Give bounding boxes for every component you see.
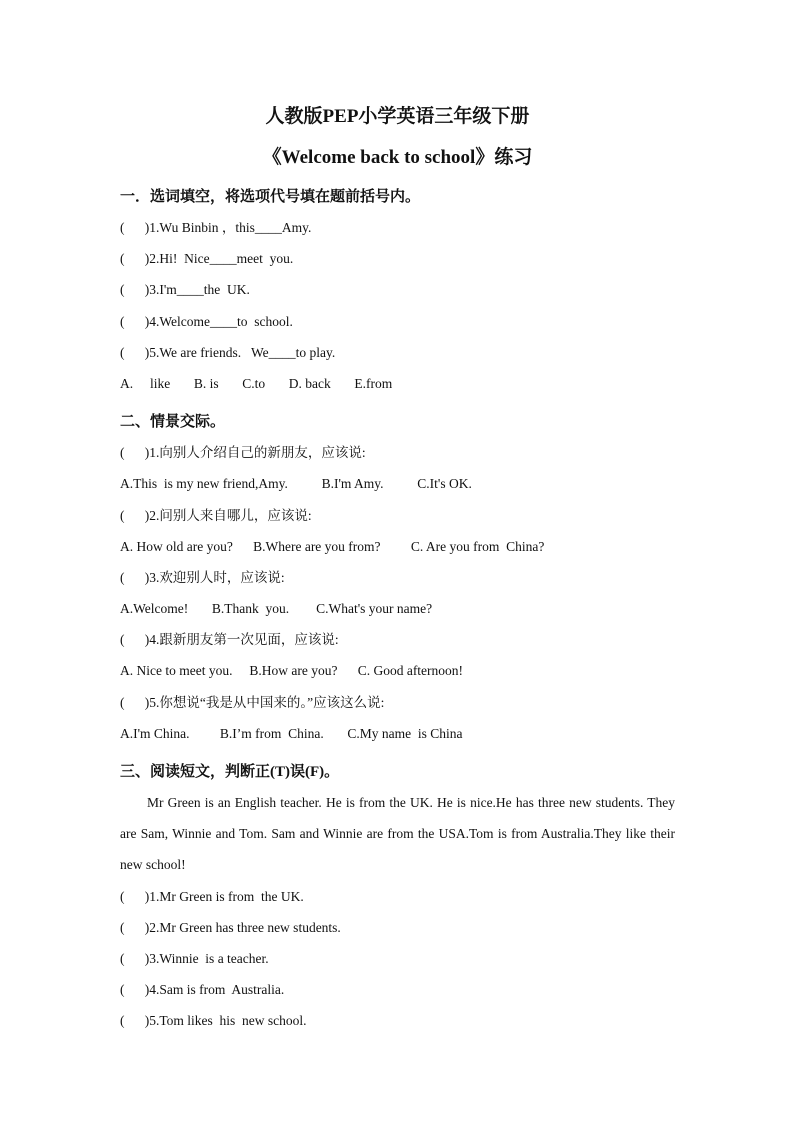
- worksheet: [120, 100, 675, 1037]
- section-2-heading: 二、情景交际。: [120, 414, 226, 431]
- question-2-1: ( )1.向别人介绍自己的新朋友，应该说:: [120, 445, 366, 461]
- answers-2-5: A.I'm China. B.I’m from China. C.My name is China: [120, 725, 463, 741]
- question-1-3: ( )3.I'm____the UK.: [120, 282, 250, 298]
- answers-2-3: A.Welcome! B.Thank you. C.What's your name?: [120, 601, 433, 617]
- question-2-2: ( )2.问别人来自哪儿，应该说:: [120, 507, 312, 523]
- question-3-3: ( )3.Winnie is a teacher.: [120, 950, 269, 966]
- answers-2-2: A. How old are you? B.Where are you from? C. Are you from China?: [120, 538, 545, 554]
- section-1-heading: 一．选词填空，将选项代号填在题前括号内。: [120, 189, 421, 205]
- question-1-1: ( )1.Wu Binbin ，this____Amy.: [120, 220, 312, 235]
- word-options: A. like B. is C.to D. back E.from: [120, 375, 393, 391]
- question-3-5: ( )5.Tom likes his new school.: [120, 1013, 307, 1029]
- question-1-4: ( )4.Welcome____to school.: [120, 313, 293, 329]
- worksheet-subtitle: 《Welcome back to school》练习: [262, 147, 533, 168]
- section-3-heading: 三、阅读短文，判断正(T)误(F)。: [120, 764, 340, 780]
- question-1-5: ( )5.We are friends. We____to play.: [120, 344, 336, 360]
- answers-2-1: A.This is my new friend,Amy. B.I'm Amy. C.It's OK.: [120, 476, 472, 492]
- question-1-2: ( )2.Hi! Nice____meet you.: [120, 251, 294, 267]
- reading-passage: Mr Green is an English teacher. He is from the UK. He is nice.He has three new students. They are Sam, Winnie and Tom. Sam and Winnie are from the USA.Tom is from Australia.They like their new school!: [120, 795, 675, 873]
- question-2-5: ( )5.你想说“我是从中国来的。”应该这么说:: [120, 694, 385, 710]
- worksheet-title: 人教版PEP小学英语三年级下册: [265, 106, 530, 127]
- question-2-4: ( )4.跟新朋友第一次见面，应该说:: [120, 632, 339, 648]
- question-3-1: ( )1.Mr Green is from the UK.: [120, 888, 304, 904]
- answers-2-4: A. Nice to meet you. B.How are you? C. Good afternoon!: [120, 663, 464, 679]
- question-3-4: ( )4.Sam is from Australia.: [120, 982, 285, 998]
- question-3-2: ( )2.Mr Green has three new students.: [120, 919, 341, 935]
- question-2-3: ( )3.欢迎别人时，应该说:: [120, 569, 285, 585]
